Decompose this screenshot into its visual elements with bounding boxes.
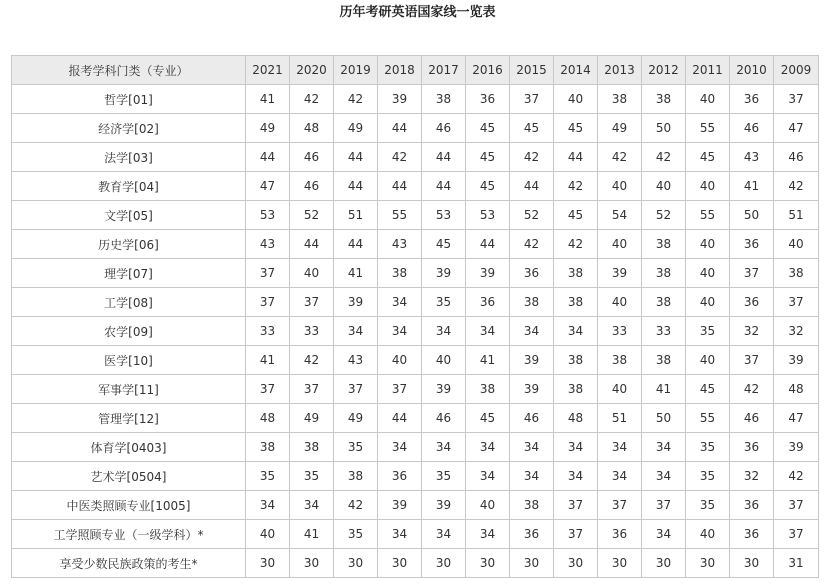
score-cell: 42: [598, 143, 642, 172]
score-cell: 30: [290, 549, 334, 578]
table-row: [12, 346, 819, 375]
score-cell: 34: [422, 317, 466, 346]
table-row: [12, 114, 819, 143]
score-cell: 33: [598, 317, 642, 346]
subject-cell: 体育学[0403]: [12, 433, 246, 462]
score-cell: 39: [774, 433, 819, 462]
score-cell: 48: [774, 375, 819, 404]
score-cell: 31: [774, 549, 819, 578]
subject-cell: 农学[09]: [12, 317, 246, 346]
subject-cell: 教育学[04]: [12, 172, 246, 201]
score-cell: 40: [686, 230, 730, 259]
table-row: [12, 230, 819, 259]
score-cell: 46: [774, 143, 819, 172]
score-cell: 40: [598, 288, 642, 317]
score-cell: 34: [290, 491, 334, 520]
score-cell: 39: [466, 259, 510, 288]
year-header: 2011: [686, 56, 730, 85]
score-cell: 39: [422, 491, 466, 520]
score-cell: 34: [378, 433, 422, 462]
subject-cell: 哲学[01]: [12, 85, 246, 114]
score-cell: 40: [686, 346, 730, 375]
score-cell: 46: [422, 114, 466, 143]
score-cell: 40: [466, 491, 510, 520]
score-cell: 34: [642, 433, 686, 462]
score-cell: 37: [730, 346, 774, 375]
score-cell: 39: [422, 375, 466, 404]
score-cell: 44: [334, 230, 378, 259]
score-cell: 36: [730, 85, 774, 114]
score-cell: 34: [554, 462, 598, 491]
score-cell: 34: [378, 317, 422, 346]
year-header: 2014: [554, 56, 598, 85]
score-cell: 49: [334, 114, 378, 143]
score-cell: 30: [598, 549, 642, 578]
score-cell: 40: [290, 259, 334, 288]
year-header: 2015: [510, 56, 554, 85]
score-cell: 38: [246, 433, 290, 462]
table-row: [12, 85, 819, 114]
subject-cell: 管理学[12]: [12, 404, 246, 433]
score-cell: 44: [422, 143, 466, 172]
year-header: 2017: [422, 56, 466, 85]
score-cell: 49: [246, 114, 290, 143]
header-row: [12, 56, 819, 85]
table-body: [12, 85, 819, 578]
score-cell: 42: [730, 375, 774, 404]
score-table: [11, 55, 819, 578]
score-cell: 37: [334, 375, 378, 404]
table-row: [12, 549, 819, 578]
score-cell: 51: [598, 404, 642, 433]
score-cell: 38: [642, 230, 686, 259]
score-cell: 36: [378, 462, 422, 491]
score-cell: 47: [774, 114, 819, 143]
score-cell: 49: [290, 404, 334, 433]
score-cell: 45: [466, 404, 510, 433]
score-cell: 37: [774, 491, 819, 520]
year-header: 2012: [642, 56, 686, 85]
score-cell: 51: [334, 201, 378, 230]
score-cell: 39: [378, 491, 422, 520]
score-cell: 33: [246, 317, 290, 346]
table-row: [12, 404, 819, 433]
table-row: [12, 143, 819, 172]
score-cell: 34: [378, 288, 422, 317]
year-header: 2016: [466, 56, 510, 85]
score-cell: 37: [246, 375, 290, 404]
score-cell: 48: [554, 404, 598, 433]
score-cell: 37: [554, 491, 598, 520]
score-cell: 51: [774, 201, 819, 230]
score-cell: 44: [378, 172, 422, 201]
table-row: [12, 520, 819, 549]
score-cell: 32: [730, 462, 774, 491]
score-cell: 30: [642, 549, 686, 578]
score-cell: 45: [466, 114, 510, 143]
score-cell: 30: [246, 549, 290, 578]
score-cell: 41: [642, 375, 686, 404]
score-cell: 41: [290, 520, 334, 549]
score-cell: 35: [334, 433, 378, 462]
score-cell: 37: [246, 288, 290, 317]
score-cell: 38: [378, 259, 422, 288]
year-header: 2013: [598, 56, 642, 85]
score-cell: 38: [554, 346, 598, 375]
score-cell: 53: [246, 201, 290, 230]
score-cell: 37: [774, 288, 819, 317]
score-cell: 30: [730, 549, 774, 578]
score-cell: 52: [642, 201, 686, 230]
score-cell: 35: [686, 433, 730, 462]
score-cell: 55: [378, 201, 422, 230]
score-cell: 38: [774, 259, 819, 288]
score-cell: 41: [334, 259, 378, 288]
score-cell: 42: [554, 172, 598, 201]
year-header: 2019: [334, 56, 378, 85]
score-cell: 35: [422, 288, 466, 317]
score-cell: 39: [774, 346, 819, 375]
score-cell: 46: [730, 114, 774, 143]
year-header: 2018: [378, 56, 422, 85]
table-row: [12, 288, 819, 317]
score-cell: 40: [246, 520, 290, 549]
score-cell: 44: [290, 230, 334, 259]
score-cell: 30: [466, 549, 510, 578]
score-cell: 40: [686, 520, 730, 549]
score-cell: 37: [378, 375, 422, 404]
table-row: [12, 433, 819, 462]
score-cell: 33: [290, 317, 334, 346]
score-cell: 33: [642, 317, 686, 346]
score-cell: 37: [642, 491, 686, 520]
table-row: [12, 462, 819, 491]
score-cell: 48: [246, 404, 290, 433]
subject-cell: 工学[08]: [12, 288, 246, 317]
score-cell: 38: [598, 346, 642, 375]
score-cell: 55: [686, 201, 730, 230]
score-cell: 40: [686, 288, 730, 317]
table-row: [12, 317, 819, 346]
subject-cell: 法学[03]: [12, 143, 246, 172]
score-cell: 35: [686, 491, 730, 520]
score-cell: 36: [510, 520, 554, 549]
score-cell: 36: [730, 520, 774, 549]
score-cell: 34: [642, 462, 686, 491]
score-cell: 44: [246, 143, 290, 172]
score-cell: 47: [246, 172, 290, 201]
score-cell: 30: [378, 549, 422, 578]
score-cell: 35: [334, 520, 378, 549]
score-cell: 45: [466, 143, 510, 172]
score-cell: 43: [730, 143, 774, 172]
score-cell: 34: [510, 317, 554, 346]
score-cell: 40: [422, 346, 466, 375]
score-cell: 38: [642, 259, 686, 288]
score-cell: 40: [642, 172, 686, 201]
subject-cell: 文学[05]: [12, 201, 246, 230]
score-cell: 41: [730, 172, 774, 201]
score-cell: 39: [334, 288, 378, 317]
score-cell: 53: [466, 201, 510, 230]
score-cell: 45: [554, 201, 598, 230]
subject-cell: 医学[10]: [12, 346, 246, 375]
score-cell: 45: [466, 172, 510, 201]
score-cell: 55: [686, 114, 730, 143]
score-cell: 38: [642, 85, 686, 114]
score-cell: 40: [554, 85, 598, 114]
subject-cell: 军事学[11]: [12, 375, 246, 404]
score-cell: 36: [730, 433, 774, 462]
score-cell: 46: [510, 404, 554, 433]
score-cell: 54: [598, 201, 642, 230]
score-cell: 40: [686, 259, 730, 288]
score-cell: 52: [510, 201, 554, 230]
score-cell: 34: [466, 433, 510, 462]
score-cell: 34: [510, 433, 554, 462]
subject-cell: 理学[07]: [12, 259, 246, 288]
score-cell: 44: [334, 172, 378, 201]
score-cell: 38: [466, 375, 510, 404]
score-cell: 43: [334, 346, 378, 375]
score-cell: 35: [686, 317, 730, 346]
score-cell: 35: [686, 462, 730, 491]
score-cell: 53: [422, 201, 466, 230]
subject-cell: 工学照顾专业（一级学科）*: [12, 520, 246, 549]
score-cell: 44: [510, 172, 554, 201]
score-cell: 37: [290, 375, 334, 404]
score-cell: 30: [554, 549, 598, 578]
subject-cell: 中医类照顾专业[1005]: [12, 491, 246, 520]
score-cell: 52: [290, 201, 334, 230]
score-cell: 37: [730, 259, 774, 288]
table-row: [12, 172, 819, 201]
score-cell: 37: [554, 520, 598, 549]
table-row: [12, 375, 819, 404]
score-cell: 39: [378, 85, 422, 114]
score-cell: 55: [686, 404, 730, 433]
score-cell: 34: [466, 520, 510, 549]
score-cell: 34: [466, 462, 510, 491]
score-cell: 38: [510, 288, 554, 317]
score-cell: 37: [290, 288, 334, 317]
score-cell: 39: [598, 259, 642, 288]
score-cell: 36: [510, 259, 554, 288]
score-cell: 30: [510, 549, 554, 578]
score-cell: 50: [730, 201, 774, 230]
score-cell: 34: [554, 433, 598, 462]
score-cell: 42: [642, 143, 686, 172]
score-cell: 34: [422, 433, 466, 462]
score-cell: 42: [774, 172, 819, 201]
score-cell: 32: [730, 317, 774, 346]
score-cell: 34: [466, 317, 510, 346]
score-cell: 36: [730, 491, 774, 520]
score-cell: 36: [730, 230, 774, 259]
score-cell: 37: [774, 85, 819, 114]
score-cell: 34: [378, 520, 422, 549]
score-cell: 34: [246, 491, 290, 520]
score-cell: 34: [598, 433, 642, 462]
score-cell: 35: [422, 462, 466, 491]
table-row: [12, 491, 819, 520]
score-cell: 38: [554, 288, 598, 317]
page-title: 历年考研英语国家线一览表: [339, 5, 496, 20]
table-row: [12, 259, 819, 288]
score-cell: 41: [246, 85, 290, 114]
score-cell: 48: [290, 114, 334, 143]
score-cell: 44: [378, 404, 422, 433]
score-cell: 39: [422, 259, 466, 288]
table-row: [12, 201, 819, 230]
score-cell: 40: [378, 346, 422, 375]
score-cell: 30: [334, 549, 378, 578]
score-cell: 30: [686, 549, 730, 578]
score-cell: 38: [334, 462, 378, 491]
score-cell: 44: [422, 172, 466, 201]
year-header: 2020: [290, 56, 334, 85]
score-cell: 34: [422, 520, 466, 549]
score-cell: 35: [246, 462, 290, 491]
score-cell: 45: [510, 114, 554, 143]
score-cell: 34: [510, 462, 554, 491]
score-cell: 42: [510, 143, 554, 172]
score-cell: 38: [510, 491, 554, 520]
score-cell: 44: [378, 114, 422, 143]
score-cell: 42: [290, 85, 334, 114]
score-cell: 40: [598, 375, 642, 404]
score-cell: 37: [774, 520, 819, 549]
score-cell: 37: [598, 491, 642, 520]
score-cell: 42: [290, 346, 334, 375]
score-cell: 50: [642, 114, 686, 143]
subject-cell: 经济学[02]: [12, 114, 246, 143]
score-cell: 38: [642, 346, 686, 375]
score-cell: 41: [466, 346, 510, 375]
score-cell: 39: [510, 375, 554, 404]
score-cell: 44: [466, 230, 510, 259]
subject-header: 报考学科门类（专业）: [12, 56, 246, 85]
score-cell: 34: [642, 520, 686, 549]
score-cell: 38: [554, 375, 598, 404]
score-cell: 49: [598, 114, 642, 143]
score-cell: 45: [686, 375, 730, 404]
score-cell: 43: [378, 230, 422, 259]
score-cell: 40: [774, 230, 819, 259]
score-cell: 46: [290, 172, 334, 201]
score-cell: 46: [422, 404, 466, 433]
score-cell: 40: [598, 230, 642, 259]
year-header: 2010: [730, 56, 774, 85]
score-cell: 40: [686, 85, 730, 114]
score-cell: 39: [510, 346, 554, 375]
score-cell: 36: [598, 520, 642, 549]
score-cell: 38: [598, 85, 642, 114]
score-cell: 37: [510, 85, 554, 114]
score-cell: 42: [554, 230, 598, 259]
score-cell: 44: [334, 143, 378, 172]
score-cell: 45: [554, 114, 598, 143]
score-cell: 42: [510, 230, 554, 259]
score-cell: 30: [422, 549, 466, 578]
score-cell: 34: [334, 317, 378, 346]
score-cell: 40: [686, 172, 730, 201]
score-cell: 42: [378, 143, 422, 172]
score-cell: 36: [466, 85, 510, 114]
score-cell: 47: [774, 404, 819, 433]
subject-cell: 享受少数民族政策的考生*: [12, 549, 246, 578]
score-cell: 41: [246, 346, 290, 375]
score-cell: 42: [334, 85, 378, 114]
subject-cell: 艺术学[0504]: [12, 462, 246, 491]
score-cell: 46: [290, 143, 334, 172]
score-cell: 49: [334, 404, 378, 433]
score-cell: 43: [246, 230, 290, 259]
score-cell: 50: [642, 404, 686, 433]
year-header: 2009: [774, 56, 819, 85]
score-cell: 40: [598, 172, 642, 201]
score-cell: 42: [774, 462, 819, 491]
score-cell: 36: [730, 288, 774, 317]
subject-cell: 历史学[06]: [12, 230, 246, 259]
score-cell: 34: [554, 317, 598, 346]
score-cell: 32: [774, 317, 819, 346]
score-cell: 35: [290, 462, 334, 491]
score-cell: 38: [422, 85, 466, 114]
score-cell: 45: [686, 143, 730, 172]
score-cell: 38: [290, 433, 334, 462]
score-cell: 37: [246, 259, 290, 288]
year-header: 2021: [246, 56, 290, 85]
score-cell: 44: [554, 143, 598, 172]
score-cell: 34: [598, 462, 642, 491]
score-cell: 46: [730, 404, 774, 433]
score-cell: 42: [334, 491, 378, 520]
score-cell: 38: [554, 259, 598, 288]
score-cell: 45: [422, 230, 466, 259]
score-cell: 36: [466, 288, 510, 317]
score-cell: 38: [642, 288, 686, 317]
